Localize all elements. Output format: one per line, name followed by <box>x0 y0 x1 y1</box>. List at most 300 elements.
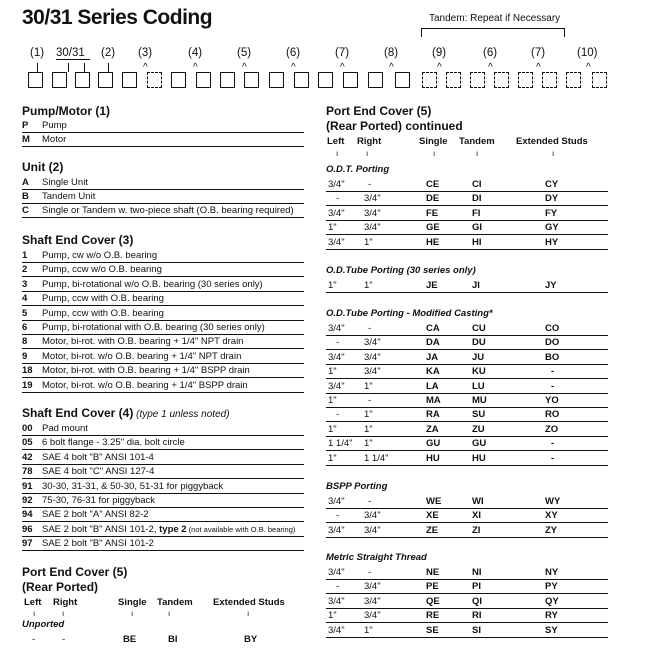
code-box <box>470 72 485 88</box>
row-desc: Pump, bi-rotational w/o O.B. bearing (30 series only) <box>42 278 263 290</box>
row-code: 42 <box>22 451 33 463</box>
cell: WY <box>545 496 561 507</box>
group-title: O.D.Tube Porting (30 series only) <box>326 265 476 276</box>
cell: RA <box>426 409 440 421</box>
cell: 1" <box>364 236 373 248</box>
position-label: (5) <box>237 47 252 59</box>
header-tick: ı <box>247 609 250 618</box>
row-desc: Single Unit <box>42 177 88 188</box>
cell: XI <box>472 510 481 522</box>
code-box <box>542 72 557 88</box>
label-caret: ^ <box>536 62 541 73</box>
cell: CA <box>426 323 440 334</box>
cell: SU <box>472 409 486 421</box>
table-row <box>22 321 304 335</box>
row-code: P <box>22 120 29 131</box>
cell: XY <box>545 510 558 522</box>
row-code: 19 <box>22 379 33 391</box>
column-header: Extended Studs <box>516 136 588 147</box>
cell: - <box>368 395 372 406</box>
group-title: Unported <box>22 619 65 630</box>
cell: GY <box>545 222 559 234</box>
cell: RE <box>426 610 440 622</box>
table-row <box>22 465 304 479</box>
cell: 1" <box>364 438 373 450</box>
label-tick <box>68 63 69 72</box>
label-tick <box>108 63 109 72</box>
cell: 3/4" <box>328 624 345 636</box>
table-row <box>22 204 304 218</box>
cell: ZO <box>545 423 559 435</box>
row-desc: Motor, bi-rot. with O.B. bearing + 1/4" NPT drain <box>42 336 244 348</box>
row-code: 9 <box>22 350 28 362</box>
row-desc: Motor <box>42 134 67 145</box>
cell: HU <box>426 452 440 464</box>
cell: - <box>32 634 36 645</box>
table-row <box>22 436 304 450</box>
row-code: B <box>22 191 29 202</box>
cell: FY <box>545 207 558 219</box>
table-row <box>22 633 304 647</box>
row-desc: Pad mount <box>42 423 88 434</box>
table-row <box>326 351 608 365</box>
table-row <box>326 595 608 609</box>
code-box <box>28 72 43 88</box>
cell: XE <box>426 510 439 522</box>
cell: WI <box>472 496 484 507</box>
cell: 3/4" <box>328 351 345 363</box>
cell: - <box>368 179 372 190</box>
cell: 1" <box>328 280 337 291</box>
header-tick: ı <box>366 149 369 158</box>
cell: 3/4" <box>328 595 345 607</box>
section-title: Port End Cover (5) <box>326 104 432 118</box>
label-underline <box>56 59 90 60</box>
position-label: (6) <box>286 47 301 59</box>
tandem-note: Tandem: Repeat if Necessary <box>429 13 561 24</box>
column-header: Right <box>53 597 78 608</box>
row-note: (not available with O.B. bearing) <box>186 524 296 534</box>
group-title: O.D.Tube Porting - Modified Casting* <box>326 308 493 319</box>
row-code: 78 <box>22 466 33 478</box>
cell: DU <box>472 337 486 349</box>
group-title: O.D.T. Porting <box>326 164 390 175</box>
cell: ZI <box>472 524 481 536</box>
table-row <box>22 451 304 465</box>
label-tick <box>84 63 85 72</box>
cell: NY <box>545 567 559 578</box>
table-row <box>326 178 608 192</box>
position-label: (1) <box>30 47 45 59</box>
cell: 3/4" <box>328 207 345 219</box>
row-desc: SAE 2 bolt "B" ANSI 101-2 <box>42 538 154 550</box>
cell: GI <box>472 222 483 234</box>
row-code: 5 <box>22 307 28 319</box>
cell: WE <box>426 496 442 507</box>
cell: 3/4" <box>328 567 345 578</box>
table-row <box>326 408 608 422</box>
row-bold: type 2 <box>156 523 187 535</box>
table-row <box>326 524 608 538</box>
column-header: Tandem <box>157 597 193 608</box>
table-row <box>326 624 608 638</box>
row-desc: SAE 4 bolt "C" ANSI 127-4 <box>42 466 155 478</box>
section-title: Unit (2) <box>22 160 64 174</box>
cell: ZE <box>426 524 439 536</box>
cell: HY <box>545 236 559 248</box>
cell: BO <box>545 351 560 363</box>
header-tick: ı <box>168 609 171 618</box>
cell: JY <box>545 280 557 291</box>
cell: CE <box>426 179 440 190</box>
position-label: (3) <box>138 47 153 59</box>
cell: 1" <box>364 380 373 392</box>
cell: GU <box>426 438 441 450</box>
cell: 3/4" <box>328 179 345 190</box>
cell: CO <box>545 323 560 334</box>
cell: LU <box>472 380 485 392</box>
tandem-bracket <box>421 28 565 37</box>
cell: FE <box>426 207 439 219</box>
position-label: (6) <box>483 47 498 59</box>
column-header: Left <box>24 597 42 608</box>
row-desc: Pump, ccw with O.B. bearing <box>42 307 164 319</box>
code-box <box>566 72 581 88</box>
header-tick: ı <box>476 149 479 158</box>
table-row <box>326 236 608 250</box>
cell: RO <box>545 409 560 421</box>
code-box <box>98 72 113 88</box>
cell: PY <box>545 581 558 593</box>
cell: MU <box>472 395 487 406</box>
table-row <box>326 192 608 206</box>
cell: 3/4" <box>364 581 381 593</box>
cell: JE <box>426 280 438 291</box>
cell: NE <box>426 567 440 578</box>
table-row <box>326 495 608 509</box>
position-label: 30/31 <box>56 47 85 59</box>
table-row <box>22 494 304 508</box>
cell: CI <box>472 179 482 190</box>
cell: JU <box>472 351 485 363</box>
row-desc: SAE 2 bolt "B" ANSI 101-2, type 2 (not available with O.B. bearing) <box>42 523 296 535</box>
row-code: 8 <box>22 336 28 348</box>
section-subtitle: (Rear Ported) <box>22 580 99 594</box>
cell: 3/4" <box>364 610 381 622</box>
cell: DE <box>426 193 440 205</box>
table-row <box>326 609 608 623</box>
header-tick: ı <box>336 149 339 158</box>
cell: ZY <box>545 524 558 536</box>
table-row <box>326 566 608 580</box>
cell: HI <box>472 236 482 248</box>
cell: LA <box>426 380 439 392</box>
code-box <box>147 72 162 88</box>
cell: MA <box>426 395 441 406</box>
table-row <box>22 190 304 204</box>
code-box <box>395 72 410 88</box>
row-desc: Pump, ccw w/o O.B. bearing <box>42 264 162 276</box>
cell: - <box>551 380 555 392</box>
row-code: 96 <box>22 523 33 535</box>
section-title: Shaft End Cover (3) <box>22 233 134 247</box>
label-caret: ^ <box>242 62 247 73</box>
cell: 1" <box>364 423 373 435</box>
position-label: (2) <box>101 47 116 59</box>
column-header: Single <box>419 136 448 147</box>
cell: - <box>551 366 555 378</box>
cell: - <box>336 337 340 349</box>
table-row <box>22 335 304 349</box>
cell: 3/4" <box>328 524 345 536</box>
table-row <box>22 480 304 494</box>
cell: 1" <box>364 280 373 291</box>
cell: ZA <box>426 423 439 435</box>
cell: 1" <box>364 624 373 636</box>
label-caret: ^ <box>340 62 345 73</box>
cell: QY <box>545 595 559 607</box>
cell: DO <box>545 337 560 349</box>
cell: 3/4" <box>328 380 345 392</box>
table-row <box>22 292 304 306</box>
cell: - <box>368 567 372 578</box>
code-box <box>494 72 509 88</box>
row-code: 05 <box>22 437 33 449</box>
cell: - <box>368 323 372 334</box>
cell: 1" <box>328 395 337 406</box>
label-tick <box>37 63 38 72</box>
code-box <box>220 72 235 88</box>
position-label: (10) <box>577 47 598 59</box>
table-row <box>22 119 304 133</box>
row-desc: 6 bolt flange - 3.25" dia. bolt circle <box>42 437 185 449</box>
cell: NI <box>472 567 482 578</box>
row-desc: Motor, bi-rot. w/o O.B. bearing + 1/4" NPT drain <box>42 350 242 362</box>
table-row <box>22 350 304 364</box>
cell: PE <box>426 581 439 593</box>
row-desc: Pump, ccw with O.B. bearing <box>42 293 164 305</box>
table-row <box>326 423 608 437</box>
row-desc: Motor, bi-rot. w/o O.B. bearing + 1/4" BSPP drain <box>42 379 248 391</box>
code-box <box>196 72 211 88</box>
table-row <box>326 322 608 336</box>
cell: 3/4" <box>364 595 381 607</box>
cell: 1" <box>328 366 337 378</box>
cell: GE <box>426 222 440 234</box>
row-code: 92 <box>22 495 33 506</box>
cell: SE <box>426 624 439 636</box>
cell: 3/4" <box>364 351 381 363</box>
section-title: Port End Cover (5) <box>22 565 128 579</box>
table-row <box>22 307 304 321</box>
code-box <box>368 72 383 88</box>
cell: 1 1/4" <box>364 452 389 464</box>
cell: BY <box>244 634 258 645</box>
table-row <box>326 509 608 523</box>
column-header: Extended Studs <box>213 597 285 608</box>
table-row <box>22 537 304 551</box>
header-tick: ı <box>433 149 436 158</box>
cell: - <box>336 581 340 593</box>
cell: KU <box>472 366 486 378</box>
cell: - <box>368 496 372 507</box>
cell: RY <box>545 610 558 622</box>
table-row <box>22 263 304 277</box>
row-desc: SAE 2 bolt "A" ANSI 82-2 <box>42 509 149 521</box>
cell: DY <box>545 193 559 205</box>
cell: QE <box>426 595 440 607</box>
row-code: 1 <box>22 250 28 261</box>
cell: PI <box>472 581 481 593</box>
header-tick: ı <box>131 609 134 618</box>
column-header: Left <box>327 136 345 147</box>
cell: SI <box>472 624 481 636</box>
cell: BE <box>123 634 137 645</box>
row-desc: Tandem Unit <box>42 191 96 202</box>
code-box <box>75 72 90 88</box>
cell: QI <box>472 595 483 607</box>
label-caret: ^ <box>437 62 442 73</box>
table-row <box>326 380 608 394</box>
row-code: 00 <box>22 423 33 434</box>
table-row <box>22 379 304 393</box>
cell: 3/4" <box>364 524 381 536</box>
table-row <box>326 279 608 293</box>
row-desc: Single or Tandem w. two-piece shaft (O.B. bearing required) <box>42 205 294 216</box>
cell: YO <box>545 395 559 406</box>
code-box <box>269 72 284 88</box>
table-row <box>326 580 608 594</box>
row-desc: Pump, cw w/o O.B. bearing <box>42 250 158 261</box>
row-code: 18 <box>22 365 33 377</box>
cell: 1" <box>328 452 337 464</box>
header-tick: ı <box>552 149 555 158</box>
cell: CU <box>472 323 486 334</box>
label-caret: ^ <box>488 62 493 73</box>
section-subtitle: (Rear Ported) continued <box>326 119 463 133</box>
row-code: C <box>22 205 29 216</box>
label-caret: ^ <box>193 62 198 73</box>
code-box <box>422 72 437 88</box>
cell: 1" <box>328 222 337 234</box>
cell: - <box>336 510 340 522</box>
label-caret: ^ <box>389 62 394 73</box>
cell: 1 1/4" <box>328 438 353 450</box>
table-row <box>326 394 608 408</box>
position-label: (9) <box>432 47 447 59</box>
group-title: BSPP Porting <box>326 481 388 492</box>
row-code: 2 <box>22 264 28 276</box>
position-label: (8) <box>384 47 399 59</box>
label-caret: ^ <box>586 62 591 73</box>
position-label: (7) <box>335 47 350 59</box>
cell: FI <box>472 207 481 219</box>
table-row <box>22 422 304 436</box>
table-row <box>326 221 608 235</box>
code-box <box>244 72 259 88</box>
code-box <box>518 72 533 88</box>
position-label: (4) <box>188 47 203 59</box>
section-title: Pump/Motor (1) <box>22 104 110 118</box>
row-desc: SAE 4 bolt "B" ANSI 101-4 <box>42 451 154 463</box>
cell: RI <box>472 610 482 622</box>
row-code: 3 <box>22 278 28 290</box>
header-tick: ı <box>62 609 65 618</box>
cell: 3/4" <box>328 323 345 334</box>
cell: HU <box>472 452 486 464</box>
cell: - <box>551 452 555 464</box>
code-box <box>343 72 358 88</box>
cell: 3/4" <box>328 496 345 507</box>
cell: - <box>551 438 555 450</box>
table-row <box>326 336 608 350</box>
code-box <box>122 72 137 88</box>
cell: 3/4" <box>364 366 381 378</box>
column-header: Right <box>357 136 382 147</box>
row-code: 97 <box>22 538 33 550</box>
table-row <box>326 365 608 379</box>
cell: 3/4" <box>364 222 381 234</box>
section-title: Shaft End Cover (4) (type 1 unless noted) <box>22 406 230 420</box>
code-box <box>171 72 186 88</box>
cell: 1" <box>328 423 337 435</box>
row-desc: Motor, bi-rot. with O.B. bearing + 1/4" BSPP drain <box>42 365 250 377</box>
cell: DA <box>426 337 440 349</box>
code-box <box>592 72 607 88</box>
cell: CY <box>545 179 559 190</box>
table-row <box>22 249 304 263</box>
row-code: A <box>22 177 29 188</box>
label-caret: ^ <box>291 62 296 73</box>
header-tick: ı <box>33 609 36 618</box>
cell: KA <box>426 366 440 378</box>
cell: - <box>62 634 66 645</box>
cell: 3/4" <box>364 510 381 522</box>
table-row <box>22 278 304 292</box>
cell: 3/4" <box>364 207 381 219</box>
code-box <box>318 72 333 88</box>
row-code: 4 <box>22 293 28 305</box>
table-row <box>326 207 608 221</box>
group-title: Metric Straight Thread <box>326 552 427 563</box>
cell: 3/4" <box>364 193 381 205</box>
cell: 3/4" <box>328 236 345 248</box>
cell: JI <box>472 280 480 291</box>
page-title: 30/31 Series Coding <box>22 6 213 29</box>
table-row <box>22 364 304 378</box>
row-desc: 30-30, 31-31, & 50-30, 51-31 for piggyback <box>42 480 224 492</box>
cell: ZU <box>472 423 485 435</box>
cell: - <box>336 193 340 205</box>
column-header: Tandem <box>459 136 495 147</box>
code-box <box>446 72 461 88</box>
table-row <box>22 523 304 537</box>
row-code: 91 <box>22 480 33 492</box>
cell: 1" <box>328 610 337 622</box>
cell: - <box>336 409 340 421</box>
table-row <box>326 437 608 451</box>
row-code: M <box>22 134 30 145</box>
code-box <box>294 72 309 88</box>
section-subtitle: (type 1 unless noted) <box>133 409 230 420</box>
code-box <box>52 72 67 88</box>
table-row <box>22 176 304 190</box>
table-row <box>326 452 608 466</box>
column-header: Single <box>118 597 147 608</box>
cell: GU <box>472 438 487 450</box>
cell: DI <box>472 193 482 205</box>
cell: JA <box>426 351 439 363</box>
